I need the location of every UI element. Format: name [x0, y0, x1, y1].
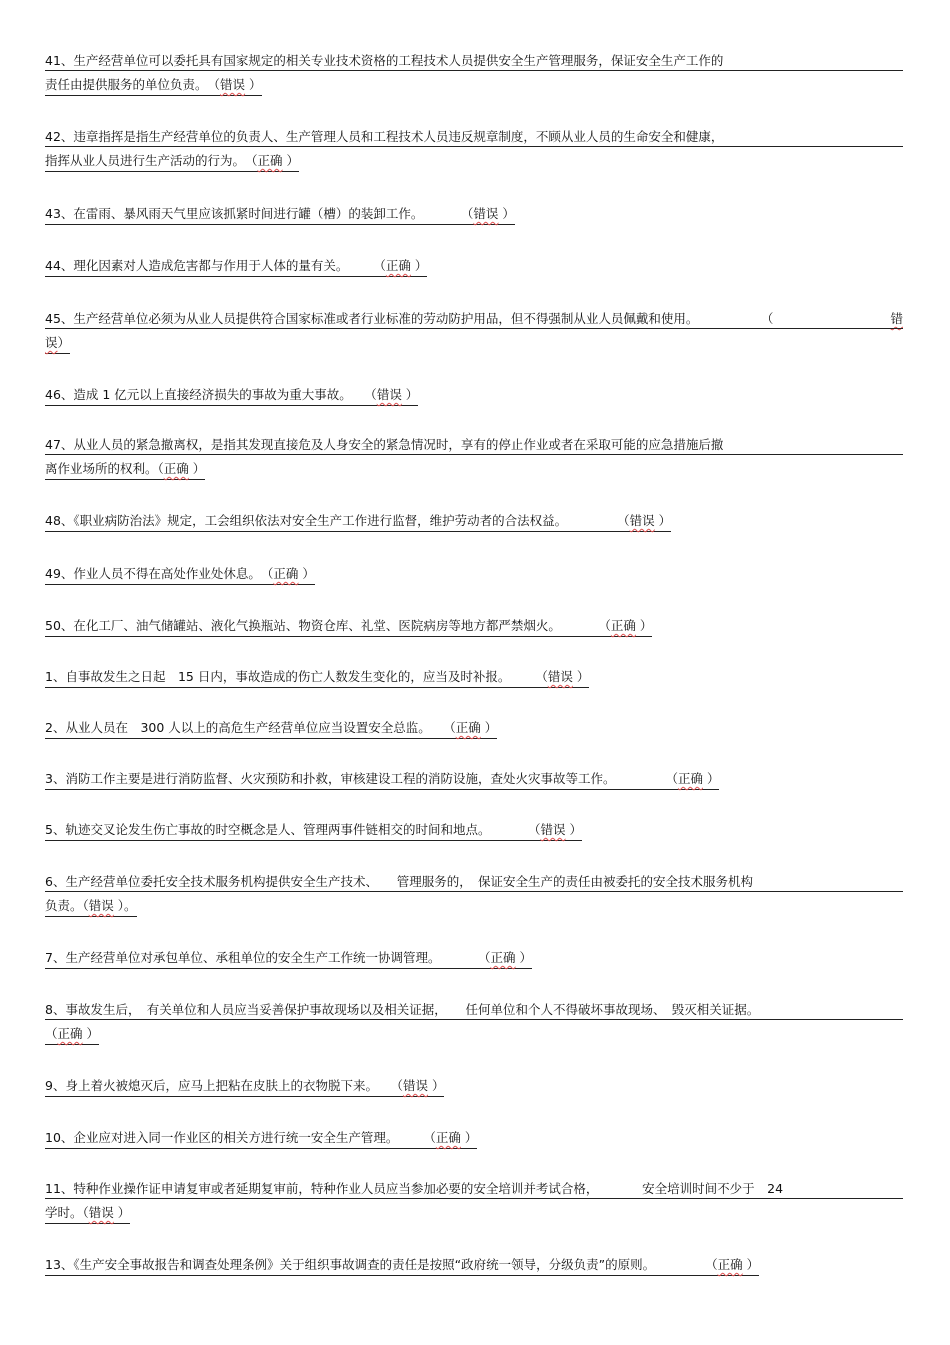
question-text: 5、轨迹交叉论发生伤亡事故的时空概念是人、管理两事件链相交的时间和地点。 （ [45, 822, 541, 837]
question-item [45, 386, 903, 404]
question-text-line [45, 257, 903, 275]
answer-close: ） [498, 206, 515, 221]
question-text-line [45, 512, 903, 530]
answer-underline [45, 949, 532, 969]
underline-rule [45, 1019, 903, 1020]
question-text-line [45, 1001, 903, 1019]
question-text: 8、事故发生后， 有关单位和人员应当妥善保护事故现场以及相关证据， 任何单位和个人不得破坏事故现场、 毁灭相关证据。 [45, 1002, 760, 1017]
question-text: 3、消防工作主要是进行消防监督、火灾预防和扑救，审核建设工程的消防设施，查处火灾事故等工作。 （ [45, 771, 678, 786]
question-item [45, 205, 903, 223]
answer-part: 错 [890, 311, 903, 326]
answer-underline [45, 1077, 444, 1097]
answer-underline [45, 76, 262, 96]
question-item [45, 436, 903, 478]
answer-underline [45, 460, 205, 480]
answer-close: ） [565, 822, 582, 837]
answer-underline [45, 565, 315, 585]
answer-close: ） [57, 335, 71, 350]
question-text-line [45, 1025, 903, 1043]
question-text: 1、自事故发生之日起 15 日内，事故造成的伤亡人数发生变化的，应当及时补报。 （ [45, 669, 548, 684]
answer-value: 错误 [473, 206, 499, 221]
question-item [45, 770, 903, 788]
answer-value: 正确 [455, 720, 481, 735]
question-text-line [45, 205, 903, 223]
answer-value: 正确 [273, 566, 299, 581]
answer-underline [45, 1256, 759, 1276]
question-text-line [45, 1256, 903, 1274]
answer-underline [45, 668, 589, 688]
underline-rule [45, 328, 903, 329]
answer-value: 错误 [220, 77, 246, 92]
question-text-line [45, 52, 903, 70]
question-text: 指挥从业人员进行生产活动的行为。 （ [45, 153, 258, 168]
answer-close: ） [410, 258, 428, 273]
question-text-line [45, 668, 903, 686]
underline-rule [45, 454, 903, 455]
answer-close: ） [742, 1257, 760, 1272]
question-text: 41、生产经营单位可以委托具有国家规定的相关专业技术资格的工程技术人员提供安全生产管理服务，保证安全生产工作的 [45, 53, 724, 68]
question-item [45, 565, 903, 583]
answer-underline [45, 205, 515, 225]
question-text: 9、身上着火被熄灭后，应马上把粘在皮肤上的衣物脱下来。 （ [45, 1078, 403, 1093]
question-text: 学时。（ [45, 1205, 89, 1220]
question-text-line [45, 1129, 903, 1147]
answer-value: 错误 [547, 669, 573, 684]
question-item [45, 873, 903, 915]
question-text-line [45, 386, 903, 404]
question-text: 6、生产经营单位委托安全技术服务机构提供安全生产技术、 管理服务的， 保证安全生产的责任由被委托的安全技术服务机构 [45, 874, 753, 889]
question-text-line [45, 128, 903, 146]
answer-value: 错误 [540, 822, 566, 837]
answer-close: ） [427, 1078, 445, 1093]
question-text-line [45, 770, 903, 788]
question-item [45, 668, 903, 686]
question-text-line [45, 436, 903, 454]
answer-value: 正确 [677, 771, 703, 786]
answer-close: ） [572, 669, 590, 684]
answer-close: ） [298, 566, 315, 581]
answer-underline [45, 257, 427, 277]
answer-value: 正确 [610, 618, 636, 633]
question-text-line [45, 1180, 903, 1198]
question-text-line [45, 1077, 903, 1095]
question-item [45, 52, 903, 94]
answer-close: ） [188, 461, 206, 476]
question-item [45, 821, 903, 839]
question-text-line [45, 821, 903, 839]
answer-close: ） [401, 387, 419, 402]
answer-underline [45, 512, 671, 532]
question-text: 责任由提供服务的单位负责。 （ [45, 77, 221, 92]
question-text: （ [45, 1026, 58, 1041]
question-item [45, 512, 903, 530]
answer-value: 正确 [163, 461, 189, 476]
underline-rule [45, 1198, 903, 1199]
question-text: 49、作业人员不得在高处作业处休息。 （ [45, 566, 274, 581]
question-text: 离作业场所的权利。（ [45, 461, 164, 476]
question-item [45, 128, 903, 170]
question-item [45, 1129, 903, 1147]
answer-value: 错误 [376, 387, 402, 402]
question-text-line [45, 76, 903, 94]
question-item [45, 949, 903, 967]
question-item [45, 1256, 903, 1274]
answer-close: ） [702, 771, 720, 786]
question-text-line [45, 897, 903, 915]
question-item [45, 257, 903, 275]
question-text: 46、造成 1 亿元以上直接经济损失的事故为重大事故。 （ [45, 387, 377, 402]
answer-close: ） [282, 153, 300, 168]
answer-underline [45, 719, 497, 739]
answer-underline [45, 821, 582, 841]
question-item [45, 617, 903, 635]
answer-value: 正确 [490, 950, 516, 965]
question-text-line [45, 310, 903, 328]
question-item [45, 310, 903, 352]
answer-value: 错误 [88, 1205, 114, 1220]
underline-rule [45, 146, 903, 147]
answer-underline [45, 386, 418, 406]
underline-rule [45, 891, 903, 892]
underline-rule [45, 70, 903, 71]
answer-close: ） [480, 720, 498, 735]
answer-part: 误 [45, 335, 58, 350]
answer-close: ） [82, 1026, 100, 1041]
question-text: 45、生产经营单位必须为从业人员提供符合国家标准或者行业标准的劳动防护用品，但不得强制从业人员佩戴和使用。 （ [45, 311, 774, 326]
answer-value: 错误 [88, 898, 114, 913]
answer-value: 正确 [385, 258, 411, 273]
question-text: 44、理化因素对人造成危害都与作用于人体的量有关。 （ [45, 258, 386, 273]
answer-close: ） [635, 618, 653, 633]
answer-value: 正确 [717, 1257, 743, 1272]
answer-underline [45, 1025, 99, 1045]
question-text: 13、《生产安全事故报告和调查处理条例》关于组织事故调查的责任是按照“政府统一领导，分级负责”的原则。 （ [45, 1257, 718, 1272]
answer-close: ） [245, 77, 262, 92]
answer-underline [45, 770, 719, 790]
question-item [45, 719, 903, 737]
question-text: 42、违章指挥是指生产经营单位的负责人、生产管理人员和工程技术人员违反规章制度，不顾从业人员的生命安全和健康， [45, 129, 724, 144]
answer-value: 正确 [257, 153, 283, 168]
question-text: 50、在化工厂、油气储罐站、液化气换瓶站、物资仓库、礼堂、医院病房等地方都严禁烟火。 （ [45, 618, 611, 633]
question-item [45, 1180, 903, 1222]
answer-close: ） [113, 1205, 131, 1220]
answer-underline [45, 1129, 477, 1149]
question-text-line [45, 334, 903, 352]
question-text: 48、《职业病防治法》规定，工会组织依法对安全生产工作进行监督，维护劳动者的合法权益。 （ [45, 513, 630, 528]
answer-underline [45, 334, 70, 354]
answer-close: ） [654, 513, 672, 528]
question-text-line [45, 949, 903, 967]
answer-close: ） [515, 950, 532, 965]
question-text: 10、企业应对进入同一作业区的相关方进行统一安全生产管理。 （ [45, 1130, 436, 1145]
question-text-line [45, 617, 903, 635]
question-item [45, 1077, 903, 1095]
question-text: 7、生产经营单位对承包单位、承租单位的安全生产工作统一协调管理。 （ [45, 950, 491, 965]
question-text: 2、从业人员在 300 人以上的高危生产经营单位应当设置安全总监。 （ [45, 720, 456, 735]
question-text-line [45, 460, 903, 478]
answer-underline [45, 897, 137, 917]
question-text: 负责。（ [45, 898, 89, 913]
question-text-line [45, 1204, 903, 1222]
answer-close: ）。 [113, 898, 137, 913]
answer-value: 错误 [629, 513, 655, 528]
question-text: 47、从业人员的紧急撤离权，是指其发现直接危及人身安全的紧急情况时，享有的停止作业或者在采取可能的应急措施后撤 [45, 437, 724, 452]
answer-underline [45, 617, 652, 637]
question-text-line [45, 873, 903, 891]
question-text: 43、在雷雨、暴风雨天气里应该抓紧时间进行罐（槽）的装卸工作。 （ [45, 206, 474, 221]
answer-close: ） [460, 1130, 478, 1145]
answer-value: 错误 [402, 1078, 428, 1093]
question-text: 11、特种作业操作证申请复审或者延期复审前，特种作业人员应当参加必要的安全培训并考试合格， 安全培训时间不少于 24 [45, 1181, 784, 1196]
answer-value: 正确 [435, 1130, 461, 1145]
answer-underline [45, 152, 299, 172]
question-text-line [45, 565, 903, 583]
answer-value: 正确 [57, 1026, 83, 1041]
answer-underline [45, 1204, 130, 1224]
question-text-line [45, 152, 903, 170]
question-text-line [45, 719, 903, 737]
question-item [45, 1001, 903, 1043]
